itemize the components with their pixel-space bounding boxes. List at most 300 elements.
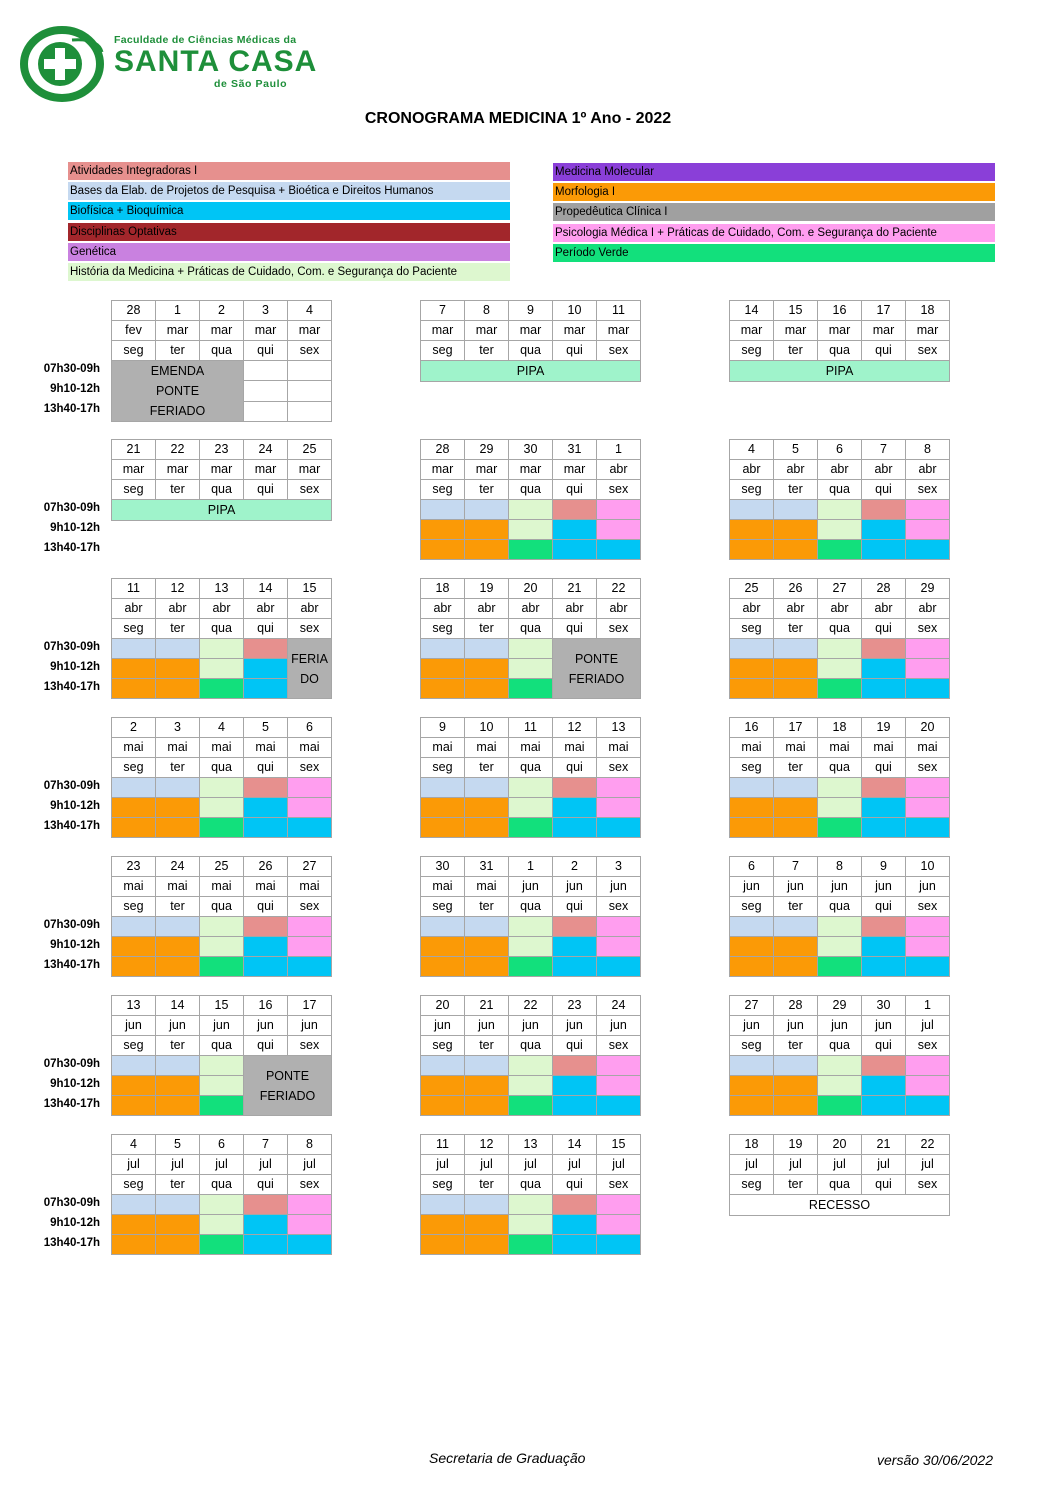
slot-cell [597,798,641,818]
day-number: 18 [906,301,950,321]
slot-cell [244,798,288,818]
weekday-label: seg [730,341,774,361]
slot-cell [553,540,597,560]
slot-cell [818,1096,862,1116]
weekday-label: seg [730,619,774,639]
day-number: 28 [862,579,906,599]
slot-cell [421,1056,465,1076]
slot-cell [156,1096,200,1116]
slot-cell [112,1096,156,1116]
weekday-label: seg [112,619,156,639]
slot-cell [156,917,200,937]
day-number: 26 [244,857,288,877]
overlay-cell [288,639,332,699]
month-label: mar [288,460,332,480]
day-number: 15 [288,579,332,599]
month-label: jun [509,877,553,897]
slot-cell [465,917,509,937]
logo-line-3: de São Paulo [214,78,288,90]
slot-cell [509,798,553,818]
slot-cell [200,1096,244,1116]
month-label: abr [156,599,200,619]
slot-cell [597,937,641,957]
slot-cell [730,679,774,699]
slot-cell [818,937,862,957]
slot-cell [597,500,641,520]
month-label: jul [156,1155,200,1175]
month-label: abr [465,599,509,619]
day-number: 12 [465,1135,509,1155]
time-slot-label: 9h10-12h [50,800,100,812]
month-label: jun [906,877,950,897]
slot-cell [465,1195,509,1215]
slot-cell [421,957,465,977]
slot-cell [862,679,906,699]
month-label: abr [597,599,641,619]
month-label: mai [244,877,288,897]
day-number: 25 [288,440,332,460]
legend-item: História da Medicina + Práticas de Cuidado, Com. e Segurança do Paciente [68,263,510,281]
weekday-label: sex [288,1175,332,1195]
month-label: jun [465,1016,509,1036]
weekday-label: sex [906,758,950,778]
slot-cell [244,401,288,421]
weekday-label: qui [244,341,288,361]
slot-cell [818,659,862,679]
month-label: jun [730,1016,774,1036]
month-label: abr [774,460,818,480]
day-number: 13 [112,996,156,1016]
overlay-text: FERIADO [259,1088,316,1103]
slot-cell [465,1076,509,1096]
week-block [729,439,950,560]
month-label: abr [553,599,597,619]
month-label: abr [112,599,156,619]
day-number: 30 [509,440,553,460]
weekday-label: sex [906,619,950,639]
slot-cell [906,1056,950,1076]
day-number: 23 [200,440,244,460]
slot-cell [244,957,288,977]
time-slot-label: 9h10-12h [50,661,100,673]
day-number: 18 [421,579,465,599]
weekday-label: seg [421,1175,465,1195]
slot-cell [818,540,862,560]
time-slot-label: 07h30-09h [43,641,100,653]
overlay-text: DO [300,671,319,686]
month-label: abr [818,599,862,619]
month-label: abr [244,599,288,619]
weekday-label: qua [200,1175,244,1195]
day-number: 5 [156,1135,200,1155]
slot-cell [288,1215,332,1235]
weekday-label: qua [818,758,862,778]
weekday-label: ter [156,619,200,639]
weekday-label: qua [818,897,862,917]
overlay-cell [112,361,244,422]
time-slot-labels [0,1054,100,1114]
day-number: 11 [421,1135,465,1155]
month-label: mai [730,738,774,758]
month-label: abr [862,460,906,480]
month-label: jul [465,1155,509,1175]
day-number: 22 [156,440,200,460]
slot-cell [509,778,553,798]
slot-cell [818,818,862,838]
month-label: mar [465,321,509,341]
month-label: jun [244,1016,288,1036]
weekday-label: qui [553,480,597,500]
overlay-cell [421,361,641,382]
weekday-label: sex [597,1036,641,1056]
weekday-label: ter [156,897,200,917]
slot-cell [112,917,156,937]
slot-cell [288,818,332,838]
slot-cell [730,798,774,818]
day-number: 31 [553,440,597,460]
day-number: 20 [906,718,950,738]
day-number: 15 [200,996,244,1016]
slot-cell [509,1235,553,1255]
slot-cell [244,778,288,798]
month-label: mar [421,460,465,480]
weekday-label: seg [112,480,156,500]
day-number: 17 [774,718,818,738]
day-number: 21 [862,1135,906,1155]
weekday-label: qui [553,1036,597,1056]
month-label: abr [774,599,818,619]
weekday-label: qui [553,897,597,917]
weekday-label: sex [288,897,332,917]
overlay-text: PIPA [516,364,545,378]
slot-cell [774,818,818,838]
month-label: mar [465,460,509,480]
weekday-label: sex [288,619,332,639]
slot-cell [509,679,553,699]
day-number: 6 [288,718,332,738]
slot-cell [509,1096,553,1116]
slot-cell [288,917,332,937]
week-block [111,856,332,977]
day-number: 21 [465,996,509,1016]
month-label: jun [553,877,597,897]
day-number: 16 [818,301,862,321]
slot-cell [200,1076,244,1096]
slot-cell [200,1195,244,1215]
slot-cell [509,818,553,838]
month-label: mar [862,321,906,341]
month-label: jul [862,1155,906,1175]
day-number: 2 [200,301,244,321]
time-slot-label: 13h40-17h [43,681,100,693]
month-label: abr [818,460,862,480]
time-slot-labels [0,498,100,558]
month-label: mar [156,460,200,480]
month-label: jul [244,1155,288,1175]
slot-cell [597,917,641,937]
slot-cell [774,659,818,679]
weekday-label: seg [730,897,774,917]
weekday-label: sex [597,480,641,500]
slot-cell [597,778,641,798]
month-label: abr [421,599,465,619]
month-label: jul [730,1155,774,1175]
day-number: 13 [509,1135,553,1155]
month-label: jun [597,877,641,897]
legend-item: Bases da Elab. de Projetos de Pesquisa + Bioética e Direitos Humanos [68,182,510,200]
slot-cell [156,659,200,679]
day-number: 22 [597,579,641,599]
slot-cell [906,679,950,699]
slot-cell [774,1056,818,1076]
slot-cell [906,957,950,977]
slot-cell [906,798,950,818]
time-slot-labels [0,359,100,419]
month-label: mar [200,460,244,480]
weekday-label: ter [156,758,200,778]
time-slot-labels [0,776,100,836]
weekday-label: qui [244,1175,288,1195]
weekday-label: qua [818,619,862,639]
weekday-label: ter [156,341,200,361]
day-number: 15 [774,301,818,321]
day-number: 13 [200,579,244,599]
weekday-label: qui [862,619,906,639]
slot-cell [421,937,465,957]
month-label: mai [421,738,465,758]
slot-cell [774,937,818,957]
day-number: 9 [862,857,906,877]
month-label: jul [509,1155,553,1175]
slot-cell [421,1096,465,1116]
slot-cell [509,500,553,520]
month-label: jun [862,1016,906,1036]
overlay-cell [730,361,950,382]
overlay-text: FERIA [291,651,328,666]
month-label: mar [421,321,465,341]
month-label: mar [112,460,156,480]
weekday-label: ter [774,619,818,639]
month-label: abr [200,599,244,619]
day-number: 6 [818,440,862,460]
slot-cell [509,937,553,957]
weekday-label: sex [597,758,641,778]
slot-cell [862,1056,906,1076]
week-block [729,856,950,977]
month-label: jul [818,1155,862,1175]
weekday-label: seg [112,758,156,778]
weekday-label: qui [553,341,597,361]
day-number: 4 [112,1135,156,1155]
time-slot-labels [0,1193,100,1253]
slot-cell [774,798,818,818]
slot-cell [730,937,774,957]
slot-cell [465,937,509,957]
month-label: jun [553,1016,597,1036]
slot-cell [818,778,862,798]
slot-cell [774,1096,818,1116]
slot-cell [774,639,818,659]
slot-cell [818,798,862,818]
day-number: 9 [509,301,553,321]
slot-cell [421,818,465,838]
slot-cell [288,1195,332,1215]
slot-cell [465,1235,509,1255]
month-label: jun [597,1016,641,1036]
slot-cell [906,639,950,659]
slot-cell [421,540,465,560]
week-block [729,717,950,838]
day-number: 30 [421,857,465,877]
weekday-label: seg [730,1036,774,1056]
overlay-text: RECESSO [808,1198,871,1212]
day-number: 28 [421,440,465,460]
weekday-label: seg [421,758,465,778]
week-block [420,578,641,699]
weekday-label: seg [421,1036,465,1056]
day-number: 12 [553,718,597,738]
weekday-label: qui [244,897,288,917]
slot-cell [774,778,818,798]
slot-cell [597,1096,641,1116]
slot-cell [421,500,465,520]
day-number: 5 [244,718,288,738]
slot-cell [421,778,465,798]
month-label: jun [730,877,774,897]
slot-cell [509,917,553,937]
weekday-label: qua [818,1175,862,1195]
week-block [111,300,332,422]
slot-cell [509,1215,553,1235]
day-number: 22 [509,996,553,1016]
legend-right [553,163,995,264]
weekday-label: ter [156,480,200,500]
weekday-label: sex [906,1036,950,1056]
overlay-cell [244,1056,332,1116]
day-number: 6 [200,1135,244,1155]
weekday-label: ter [465,480,509,500]
weekday-label: sex [906,897,950,917]
day-number: 19 [774,1135,818,1155]
slot-cell [112,639,156,659]
overlay-text: PIPA [825,364,854,378]
weekday-label: qui [862,897,906,917]
day-number: 19 [465,579,509,599]
weekday-label: qua [818,1036,862,1056]
weekday-label: ter [156,1036,200,1056]
legend-item: Período Verde [553,244,995,262]
day-number: 27 [818,579,862,599]
time-slot-label: 13h40-17h [43,1237,100,1249]
month-label: jun [774,877,818,897]
slot-cell [862,917,906,937]
weekday-label: qui [862,1036,906,1056]
slot-cell [553,798,597,818]
time-slot-label: 07h30-09h [43,363,100,375]
slot-cell [730,1056,774,1076]
day-number: 27 [730,996,774,1016]
slot-cell [774,540,818,560]
day-number: 28 [112,301,156,321]
month-label: abr [862,599,906,619]
week-block [420,856,641,977]
slot-cell [818,957,862,977]
month-label: abr [906,599,950,619]
day-number: 24 [597,996,641,1016]
day-number: 25 [200,857,244,877]
footer-secretaria: Secretaria de Graduação [429,1450,586,1466]
slot-cell [730,659,774,679]
day-number: 11 [509,718,553,738]
day-number: 14 [730,301,774,321]
slot-cell [862,937,906,957]
month-label: mai [906,738,950,758]
slot-cell [553,818,597,838]
weekday-label: ter [774,1175,818,1195]
slot-cell [421,1076,465,1096]
slot-cell [818,679,862,699]
weekday-label: qua [509,1036,553,1056]
slot-cell [730,1076,774,1096]
slot-cell [112,1235,156,1255]
day-number: 15 [597,1135,641,1155]
slot-cell [200,937,244,957]
day-number: 20 [818,1135,862,1155]
slot-cell [156,639,200,659]
slot-cell [553,520,597,540]
slot-cell [112,1076,156,1096]
slot-cell [553,1195,597,1215]
week-block [111,995,332,1116]
slot-cell [465,639,509,659]
week-block [111,717,332,838]
legend-item: Genética [68,243,510,261]
day-number: 14 [156,996,200,1016]
month-label: mar [774,321,818,341]
month-label: mai [200,877,244,897]
slot-cell [200,818,244,838]
day-number: 11 [597,301,641,321]
month-label: jun [774,1016,818,1036]
legend-item: Biofísica + Bioquímica [68,202,510,220]
slot-cell [597,520,641,540]
month-label: mai [553,738,597,758]
month-label: mai [288,877,332,897]
santa-casa-cross-icon [20,26,110,106]
slot-cell [288,957,332,977]
slot-cell [244,659,288,679]
slot-cell [730,540,774,560]
month-label: jun [818,877,862,897]
day-number: 17 [862,301,906,321]
slot-cell [509,540,553,560]
slot-cell [288,778,332,798]
day-number: 30 [862,996,906,1016]
week-block [420,717,641,838]
weekday-label: seg [730,758,774,778]
month-label: abr [906,460,950,480]
legend-left [68,162,510,283]
slot-cell [553,937,597,957]
day-number: 7 [862,440,906,460]
slot-cell [465,798,509,818]
day-number: 23 [112,857,156,877]
slot-cell [730,818,774,838]
slot-cell [156,798,200,818]
slot-cell [553,917,597,937]
month-label: mar [509,321,553,341]
slot-cell [597,957,641,977]
